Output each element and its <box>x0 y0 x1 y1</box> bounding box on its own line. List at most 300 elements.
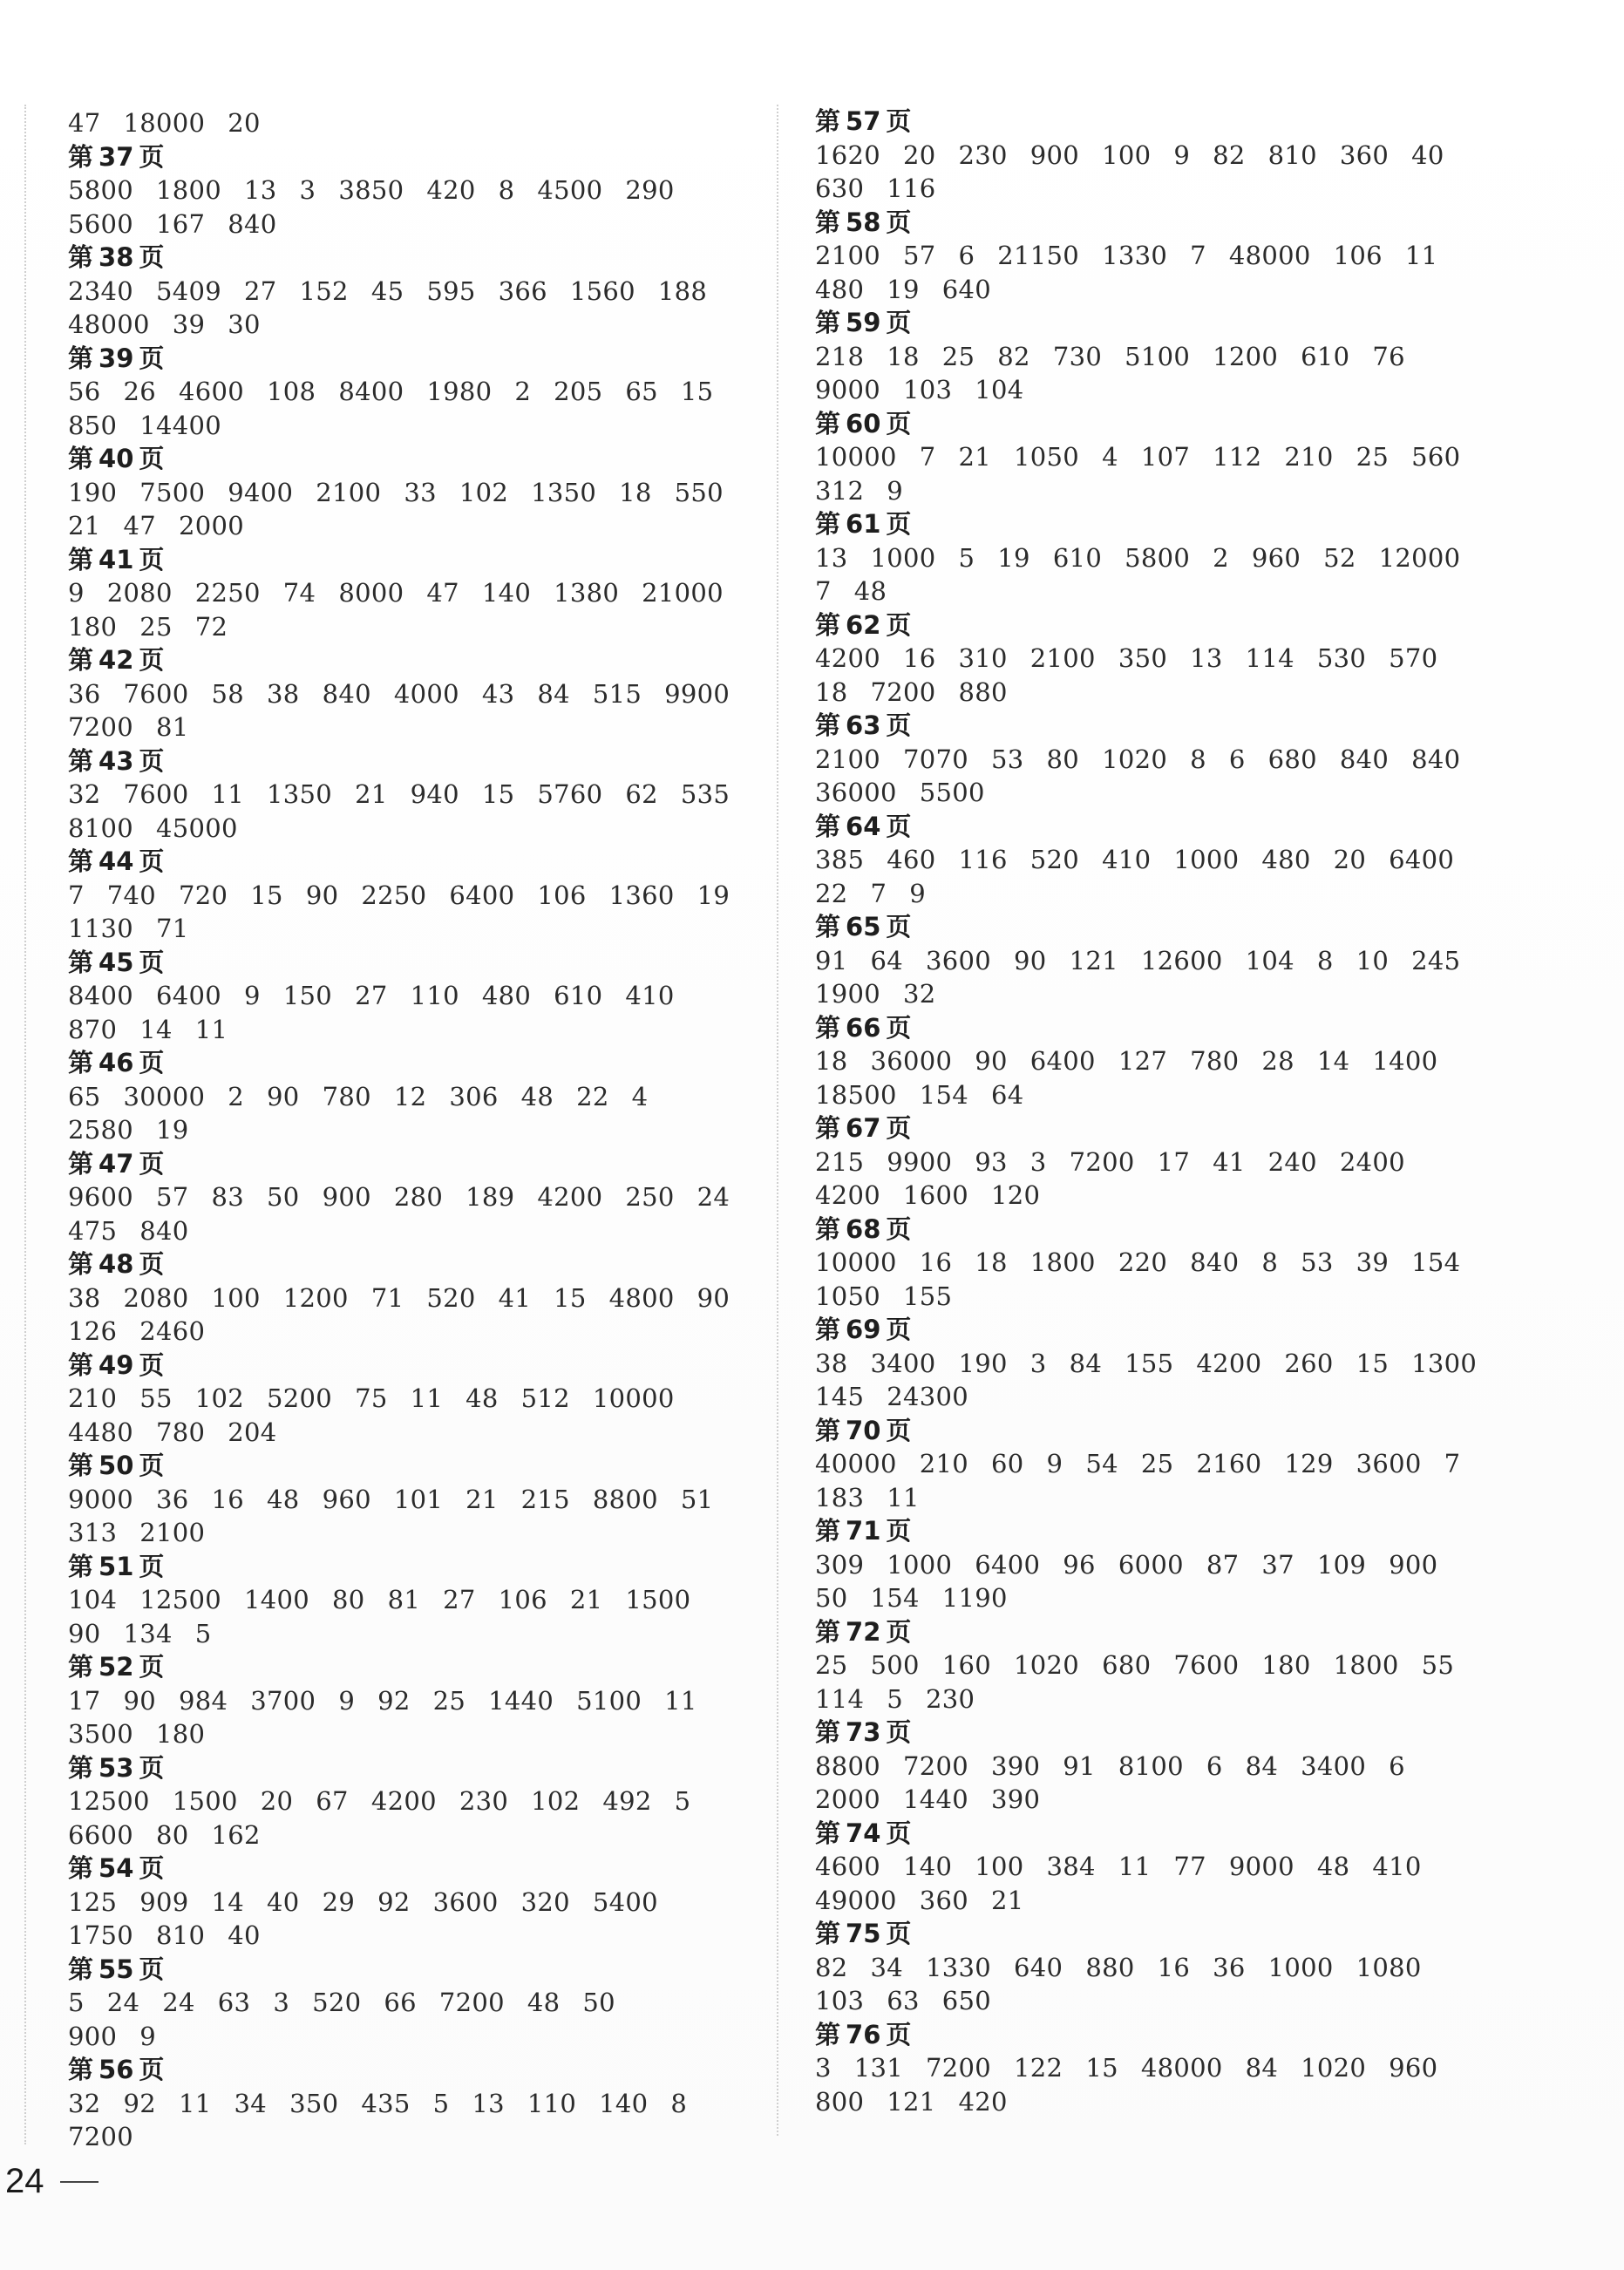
answer-value: 2580 <box>68 1115 134 1145</box>
answer-value: 6400 <box>449 880 515 910</box>
heading-page-number: 47 <box>99 1148 134 1179</box>
answer-value: 134 <box>123 1618 173 1648</box>
answer-value: 5100 <box>576 1685 642 1716</box>
answer-value: 800 <box>815 2086 865 2117</box>
answer-value: 190 <box>68 477 118 507</box>
heading-label: 第 <box>815 1415 841 1445</box>
section-heading <box>68 140 757 174</box>
heading-page-number: 76 <box>846 2019 881 2049</box>
answer-value: 154 <box>919 1079 969 1110</box>
answer-value: 1440 <box>488 1685 554 1716</box>
section-heading <box>815 1111 1512 1145</box>
answer-value: 18 <box>815 676 848 707</box>
section-heading <box>815 810 1512 844</box>
answer-value: 9000 <box>68 1484 134 1514</box>
answer-value: 500 <box>870 1650 920 1680</box>
section-heading <box>815 1716 1512 1750</box>
answer-value: 5200 <box>267 1383 333 1413</box>
answer-value: 20 <box>903 139 936 170</box>
answer-value: 384 <box>1046 1852 1096 1881</box>
answer-value: 313 <box>68 1518 118 1547</box>
answer-value: 40 <box>228 1920 261 1950</box>
answer-value: 38 <box>815 1348 848 1378</box>
answer-value: 240 <box>1267 1146 1317 1177</box>
answer-value: 27 <box>443 1585 476 1614</box>
answer-value: 780 <box>156 1417 206 1447</box>
answer-value: 550 <box>674 477 724 507</box>
answer-value: 610 <box>554 981 603 1010</box>
answer-value: 4 <box>631 1081 649 1111</box>
answer-value: 112 <box>1213 442 1262 472</box>
answer-line <box>68 1784 757 1818</box>
answer-value: 1020 <box>1014 1650 1080 1680</box>
answer-value: 5600 <box>68 208 134 239</box>
answer-value: 840 <box>1411 744 1461 774</box>
answer-value: 21 <box>68 511 101 540</box>
answer-line <box>815 139 1512 173</box>
answer-value: 65 <box>68 1081 101 1111</box>
heading-label: 第 <box>68 645 94 675</box>
answer-value: 204 <box>228 1417 277 1447</box>
answer-line <box>68 1281 757 1315</box>
answer-value: 21 <box>958 442 992 472</box>
answer-value: 48 <box>1316 1852 1350 1881</box>
answer-value: 7500 <box>139 477 206 507</box>
answer-value: 1200 <box>1213 341 1279 371</box>
answer-line <box>815 1682 1512 1716</box>
answer-value: 102 <box>459 477 509 507</box>
answer-value: 1360 <box>608 880 675 910</box>
answer-value: 4500 <box>537 175 603 205</box>
answer-value: 10000 <box>815 442 897 472</box>
answer-line <box>815 2051 1512 2085</box>
answer-value: 460 <box>887 845 936 874</box>
answer-value: 7 <box>1190 241 1206 270</box>
answer-line <box>815 1951 1512 1985</box>
answer-value: 77 <box>1173 1852 1206 1881</box>
heading-page-number: 40 <box>99 444 134 473</box>
answer-value: 4480 <box>68 1417 134 1447</box>
answer-value: 4200 <box>1196 1348 1262 1378</box>
heading-label: 第 <box>815 1012 841 1043</box>
answer-value: 48 <box>465 1383 499 1413</box>
answer-value: 8800 <box>815 1750 881 1781</box>
answer-value: 840 <box>139 1215 189 1246</box>
left-answer-column <box>68 106 757 2154</box>
answer-value: 110 <box>410 981 459 1010</box>
answer-value: 520 <box>312 1988 362 2017</box>
answer-line <box>815 843 1512 877</box>
answer-value: 940 <box>410 779 459 809</box>
answer-line <box>815 1548 1512 1582</box>
section-heading <box>68 1751 757 1785</box>
heading-label: 第 <box>68 1249 94 1279</box>
answer-value: 55 <box>1421 1650 1455 1680</box>
answer-value: 350 <box>1118 643 1168 673</box>
answer-value: 114 <box>815 1683 865 1714</box>
answer-value: 19 <box>887 274 920 304</box>
answer-value: 850 <box>68 410 118 440</box>
answer-value: 25 <box>432 1685 466 1716</box>
answer-value: 1620 <box>815 139 881 170</box>
answer-value: 154 <box>1411 1247 1461 1277</box>
answer-value: 310 <box>958 643 1008 673</box>
answer-value: 520 <box>426 1282 476 1313</box>
answer-value: 1400 <box>244 1585 310 1614</box>
answer-value: 75 <box>355 1383 388 1413</box>
heading-label: 页 <box>139 2055 165 2084</box>
answer-value: 366 <box>498 275 547 306</box>
heading-label: 第 <box>68 846 94 876</box>
answer-line <box>68 207 757 241</box>
answer-value: 15 <box>680 377 714 406</box>
answer-value: 116 <box>958 845 1008 874</box>
answer-value: 6 <box>1228 744 1246 774</box>
answer-value: 100 <box>211 1282 261 1313</box>
heading-label: 页 <box>139 947 165 977</box>
answer-value: 36000 <box>815 778 897 807</box>
heading-page-number: 49 <box>99 1349 134 1380</box>
answer-value: 14400 <box>139 410 222 440</box>
section-heading <box>68 1046 757 1080</box>
answer-value: 230 <box>958 139 1008 170</box>
heading-label: 第 <box>815 1818 841 1848</box>
answer-value: 36 <box>156 1484 189 1514</box>
answer-value: 1400 <box>1372 1046 1438 1076</box>
answer-value: 90 <box>1014 945 1047 975</box>
answer-value: 1130 <box>68 914 134 943</box>
answer-value: 100 <box>975 1852 1024 1881</box>
heading-label: 页 <box>886 710 912 740</box>
answer-value: 215 <box>520 1484 570 1514</box>
answer-line <box>68 1013 757 1047</box>
heading-label: 页 <box>139 1652 165 1682</box>
answer-value: 12500 <box>68 1786 150 1816</box>
answer-value: 67 <box>316 1786 349 1816</box>
heading-page-number: 64 <box>846 811 881 841</box>
answer-value: 4000 <box>393 678 459 709</box>
section-heading <box>815 1414 1512 1448</box>
answer-value: 9400 <box>228 477 294 507</box>
answer-value: 47 <box>426 578 459 608</box>
heading-label: 第 <box>68 544 94 574</box>
section-heading <box>68 442 757 476</box>
answer-value: 480 <box>1261 845 1311 874</box>
answer-value: 320 <box>520 1886 570 1917</box>
answer-value: 640 <box>941 274 992 304</box>
answer-value: 84 <box>537 678 570 709</box>
answer-value: 530 <box>1316 643 1367 673</box>
answer-value: 90 <box>267 1081 300 1111</box>
answer-value: 205 <box>554 377 603 406</box>
answer-value: 50 <box>582 1988 615 2017</box>
heading-label: 第 <box>815 207 841 237</box>
answer-value: 410 <box>1102 845 1152 874</box>
answer-value: 520 <box>1029 845 1080 874</box>
answer-value: 1000 <box>1173 845 1240 874</box>
answer-value: 53 <box>1301 1247 1334 1277</box>
answer-value: 7200 <box>903 1750 969 1781</box>
answer-value: 900 <box>322 1182 371 1212</box>
answer-value: 20 <box>228 108 261 138</box>
answer-value: 1900 <box>815 979 881 1009</box>
answer-value: 7200 <box>68 712 134 742</box>
answer-value: 84 <box>1245 2053 1279 2083</box>
answer-value: 21000 <box>642 578 724 608</box>
answer-line <box>68 1113 757 1147</box>
answer-value: 13 <box>472 2088 505 2118</box>
answer-line <box>68 375 757 409</box>
answer-value: 5 <box>887 1683 904 1714</box>
answer-line <box>68 1416 757 1450</box>
answer-value: 7 <box>68 880 85 910</box>
answer-value: 58 <box>211 678 245 709</box>
answer-value: 220 <box>1118 1247 1168 1277</box>
answer-value: 5760 <box>537 779 603 809</box>
answer-value: 53 <box>991 744 1024 774</box>
answer-value: 71 <box>370 1282 404 1313</box>
answer-value: 52 <box>1323 542 1356 573</box>
answer-value: 3 <box>1029 1348 1047 1378</box>
answer-value: 122 <box>1014 2053 1063 2083</box>
answer-value: 17 <box>1157 1146 1191 1177</box>
answer-line <box>815 1145 1512 1179</box>
answer-value: 909 <box>139 1886 189 1917</box>
heading-page-number: 39 <box>99 343 134 373</box>
answer-value: 595 <box>426 275 476 306</box>
answer-value: 5409 <box>156 275 222 306</box>
answer-value: 2080 <box>123 1282 189 1313</box>
heading-label: 第 <box>815 609 841 640</box>
page-footer <box>5 2162 99 2201</box>
answer-value: 131 <box>853 2053 904 2083</box>
answer-value: 104 <box>1245 945 1294 975</box>
answer-value: 7200 <box>1069 1146 1135 1177</box>
answer-value: 27 <box>355 981 388 1010</box>
answer-value: 9000 <box>815 375 881 404</box>
answer-value: 106 <box>537 880 587 910</box>
answer-value: 50 <box>815 1583 848 1613</box>
heading-label: 第 <box>68 343 94 373</box>
answer-value: 1500 <box>625 1585 691 1614</box>
answer-line <box>68 610 757 644</box>
answer-value: 64 <box>870 945 904 975</box>
answer-line <box>815 1044 1512 1078</box>
section-heading <box>815 1213 1512 1247</box>
answer-value: 48 <box>520 1081 554 1111</box>
answer-value: 76 <box>1372 341 1405 371</box>
answer-value: 37 <box>1261 1549 1294 1580</box>
answer-value: 3 <box>273 1988 290 2017</box>
heading-label: 第 <box>68 2055 94 2084</box>
answer-value: 6400 <box>1029 1046 1096 1076</box>
answer-value: 7200 <box>68 2122 134 2151</box>
answer-value: 2080 <box>106 578 173 608</box>
heading-label: 页 <box>886 1818 912 1848</box>
answer-value: 2460 <box>139 1316 206 1346</box>
answer-value: 24300 <box>887 1382 969 1411</box>
answer-line <box>815 1750 1512 1784</box>
answer-value: 140 <box>903 1852 953 1881</box>
heading-label: 第 <box>815 1315 841 1344</box>
answer-value: 720 <box>179 880 228 910</box>
answer-value: 8 <box>498 175 515 205</box>
answer-value: 5 <box>432 2088 450 2118</box>
section-heading <box>815 1615 1512 1649</box>
heading-label: 第 <box>815 1919 841 1948</box>
answer-value: 2000 <box>179 511 245 540</box>
answer-value: 152 <box>299 275 349 306</box>
answer-value: 38 <box>68 1282 101 1313</box>
answer-value: 11 <box>194 1014 228 1044</box>
heading-page-number: 43 <box>99 745 134 776</box>
answer-value: 1200 <box>282 1282 349 1313</box>
answer-value: 10000 <box>815 1247 897 1277</box>
answer-line <box>68 1886 757 1920</box>
answer-value: 960 <box>1389 2053 1438 2083</box>
answer-value: 41 <box>1213 1146 1246 1177</box>
heading-page-number: 44 <box>99 846 134 876</box>
answer-line <box>68 912 757 946</box>
answer-value: 57 <box>903 241 936 270</box>
answer-value: 2160 <box>1196 1449 1262 1478</box>
answer-value: 900 <box>1389 1549 1438 1580</box>
answer-value: 24 <box>162 1988 195 2017</box>
answer-value: 47 <box>123 511 157 540</box>
column-divider <box>777 105 778 2136</box>
answer-line <box>68 1214 757 1248</box>
heading-page-number: 71 <box>846 1516 881 1546</box>
answer-value: 14 <box>139 1014 173 1044</box>
heading-label: 页 <box>886 811 912 841</box>
answer-value: 360 <box>919 1885 969 1915</box>
answer-line <box>815 776 1512 810</box>
answer-value: 18500 <box>815 1079 897 1110</box>
answer-value: 11 <box>664 1685 697 1716</box>
answer-value: 8 <box>1190 744 1206 774</box>
answer-value: 3600 <box>1356 1449 1422 1478</box>
answer-value: 230 <box>459 1786 509 1816</box>
answer-value: 190 <box>958 1348 1008 1378</box>
heading-page-number: 51 <box>99 1551 134 1581</box>
answer-value: 155 <box>903 1281 953 1311</box>
answer-value: 210 <box>68 1383 118 1413</box>
heading-label: 第 <box>68 1148 94 1179</box>
heading-label: 页 <box>886 106 912 136</box>
answer-value: 21 <box>569 1585 603 1614</box>
answer-value: 385 <box>815 845 865 874</box>
answer-line <box>815 239 1512 273</box>
heading-label: 第 <box>68 1551 94 1581</box>
answer-value: 162 <box>211 1819 261 1850</box>
answer-value: 167 <box>156 208 206 239</box>
answer-value: 6000 <box>1118 1549 1184 1580</box>
answer-value: 16 <box>211 1484 245 1514</box>
heading-label: 页 <box>139 846 165 876</box>
answer-value: 25 <box>139 611 173 642</box>
answer-value: 38 <box>267 678 300 709</box>
answer-value: 36000 <box>870 1046 953 1076</box>
margin-dotted-line <box>24 105 26 2144</box>
answer-value: 4200 <box>815 1180 881 1210</box>
answer-line <box>68 275 757 309</box>
answer-value: 126 <box>68 1316 118 1346</box>
heading-page-number: 62 <box>846 609 881 640</box>
answer-line <box>815 944 1512 978</box>
answer-value: 13 <box>244 175 277 205</box>
answer-value: 810 <box>156 1920 206 1950</box>
answer-value: 33 <box>404 477 437 507</box>
answer-line <box>68 2020 757 2054</box>
answer-value: 183 <box>815 1482 865 1512</box>
answer-line <box>815 541 1512 575</box>
heading-page-number: 67 <box>846 1113 881 1143</box>
heading-label: 页 <box>139 544 165 574</box>
heading-page-number: 45 <box>99 947 134 977</box>
answer-value: 435 <box>361 2088 411 2118</box>
answer-value: 1330 <box>1102 241 1168 270</box>
heading-label: 页 <box>886 912 912 941</box>
answer-value: 1000 <box>870 542 936 573</box>
answer-value: 9000 <box>1228 1852 1294 1881</box>
answer-value: 9 <box>1046 1449 1063 1478</box>
answer-value: 109 <box>1316 1549 1367 1580</box>
heading-page-number: 73 <box>846 1717 881 1747</box>
answer-line <box>815 1884 1512 1918</box>
heading-label: 页 <box>139 1349 165 1380</box>
heading-label: 第 <box>68 242 94 272</box>
heading-page-number: 56 <box>99 2055 134 2084</box>
answer-value: 2000 <box>815 1784 881 1814</box>
answer-value: 9900 <box>887 1146 953 1177</box>
heading-page-number: 75 <box>846 1919 881 1948</box>
answer-value: 5800 <box>1125 542 1191 573</box>
answer-value: 570 <box>1389 643 1438 673</box>
answer-value: 630 <box>815 173 865 203</box>
answer-value: 84 <box>1069 1348 1103 1378</box>
answer-value: 15 <box>481 779 515 809</box>
answer-value: 9 <box>139 2021 157 2051</box>
answer-line <box>815 1078 1512 1112</box>
answer-value: 106 <box>1333 241 1383 270</box>
answer-value: 1000 <box>887 1549 953 1580</box>
answer-value: 8400 <box>68 981 134 1010</box>
answer-value: 36 <box>1213 1952 1246 1982</box>
answer-line <box>68 1986 757 2020</box>
section-heading <box>815 105 1512 139</box>
answer-value: 103 <box>815 1986 865 2015</box>
answer-line <box>68 106 757 140</box>
answer-value: 780 <box>322 1081 371 1111</box>
answer-value: 24 <box>696 1182 730 1212</box>
answer-value: 280 <box>393 1182 444 1212</box>
heading-label: 页 <box>886 2019 912 2049</box>
answer-value: 1600 <box>903 1180 969 1210</box>
answer-value: 5 <box>194 1618 212 1648</box>
answer-value: 21150 <box>997 241 1080 270</box>
answer-value: 12600 <box>1140 945 1223 975</box>
answer-value: 210 <box>1284 442 1334 472</box>
heading-label: 页 <box>886 1717 912 1747</box>
answer-value: 5500 <box>919 778 985 807</box>
heading-label: 页 <box>886 509 912 539</box>
answer-value: 92 <box>377 1886 411 1917</box>
answer-value: 8 <box>1261 1247 1279 1277</box>
answer-line <box>68 2120 757 2154</box>
answer-value: 74 <box>282 578 316 608</box>
answer-value: 2100 <box>1029 643 1096 673</box>
answer-value: 92 <box>123 2088 157 2118</box>
